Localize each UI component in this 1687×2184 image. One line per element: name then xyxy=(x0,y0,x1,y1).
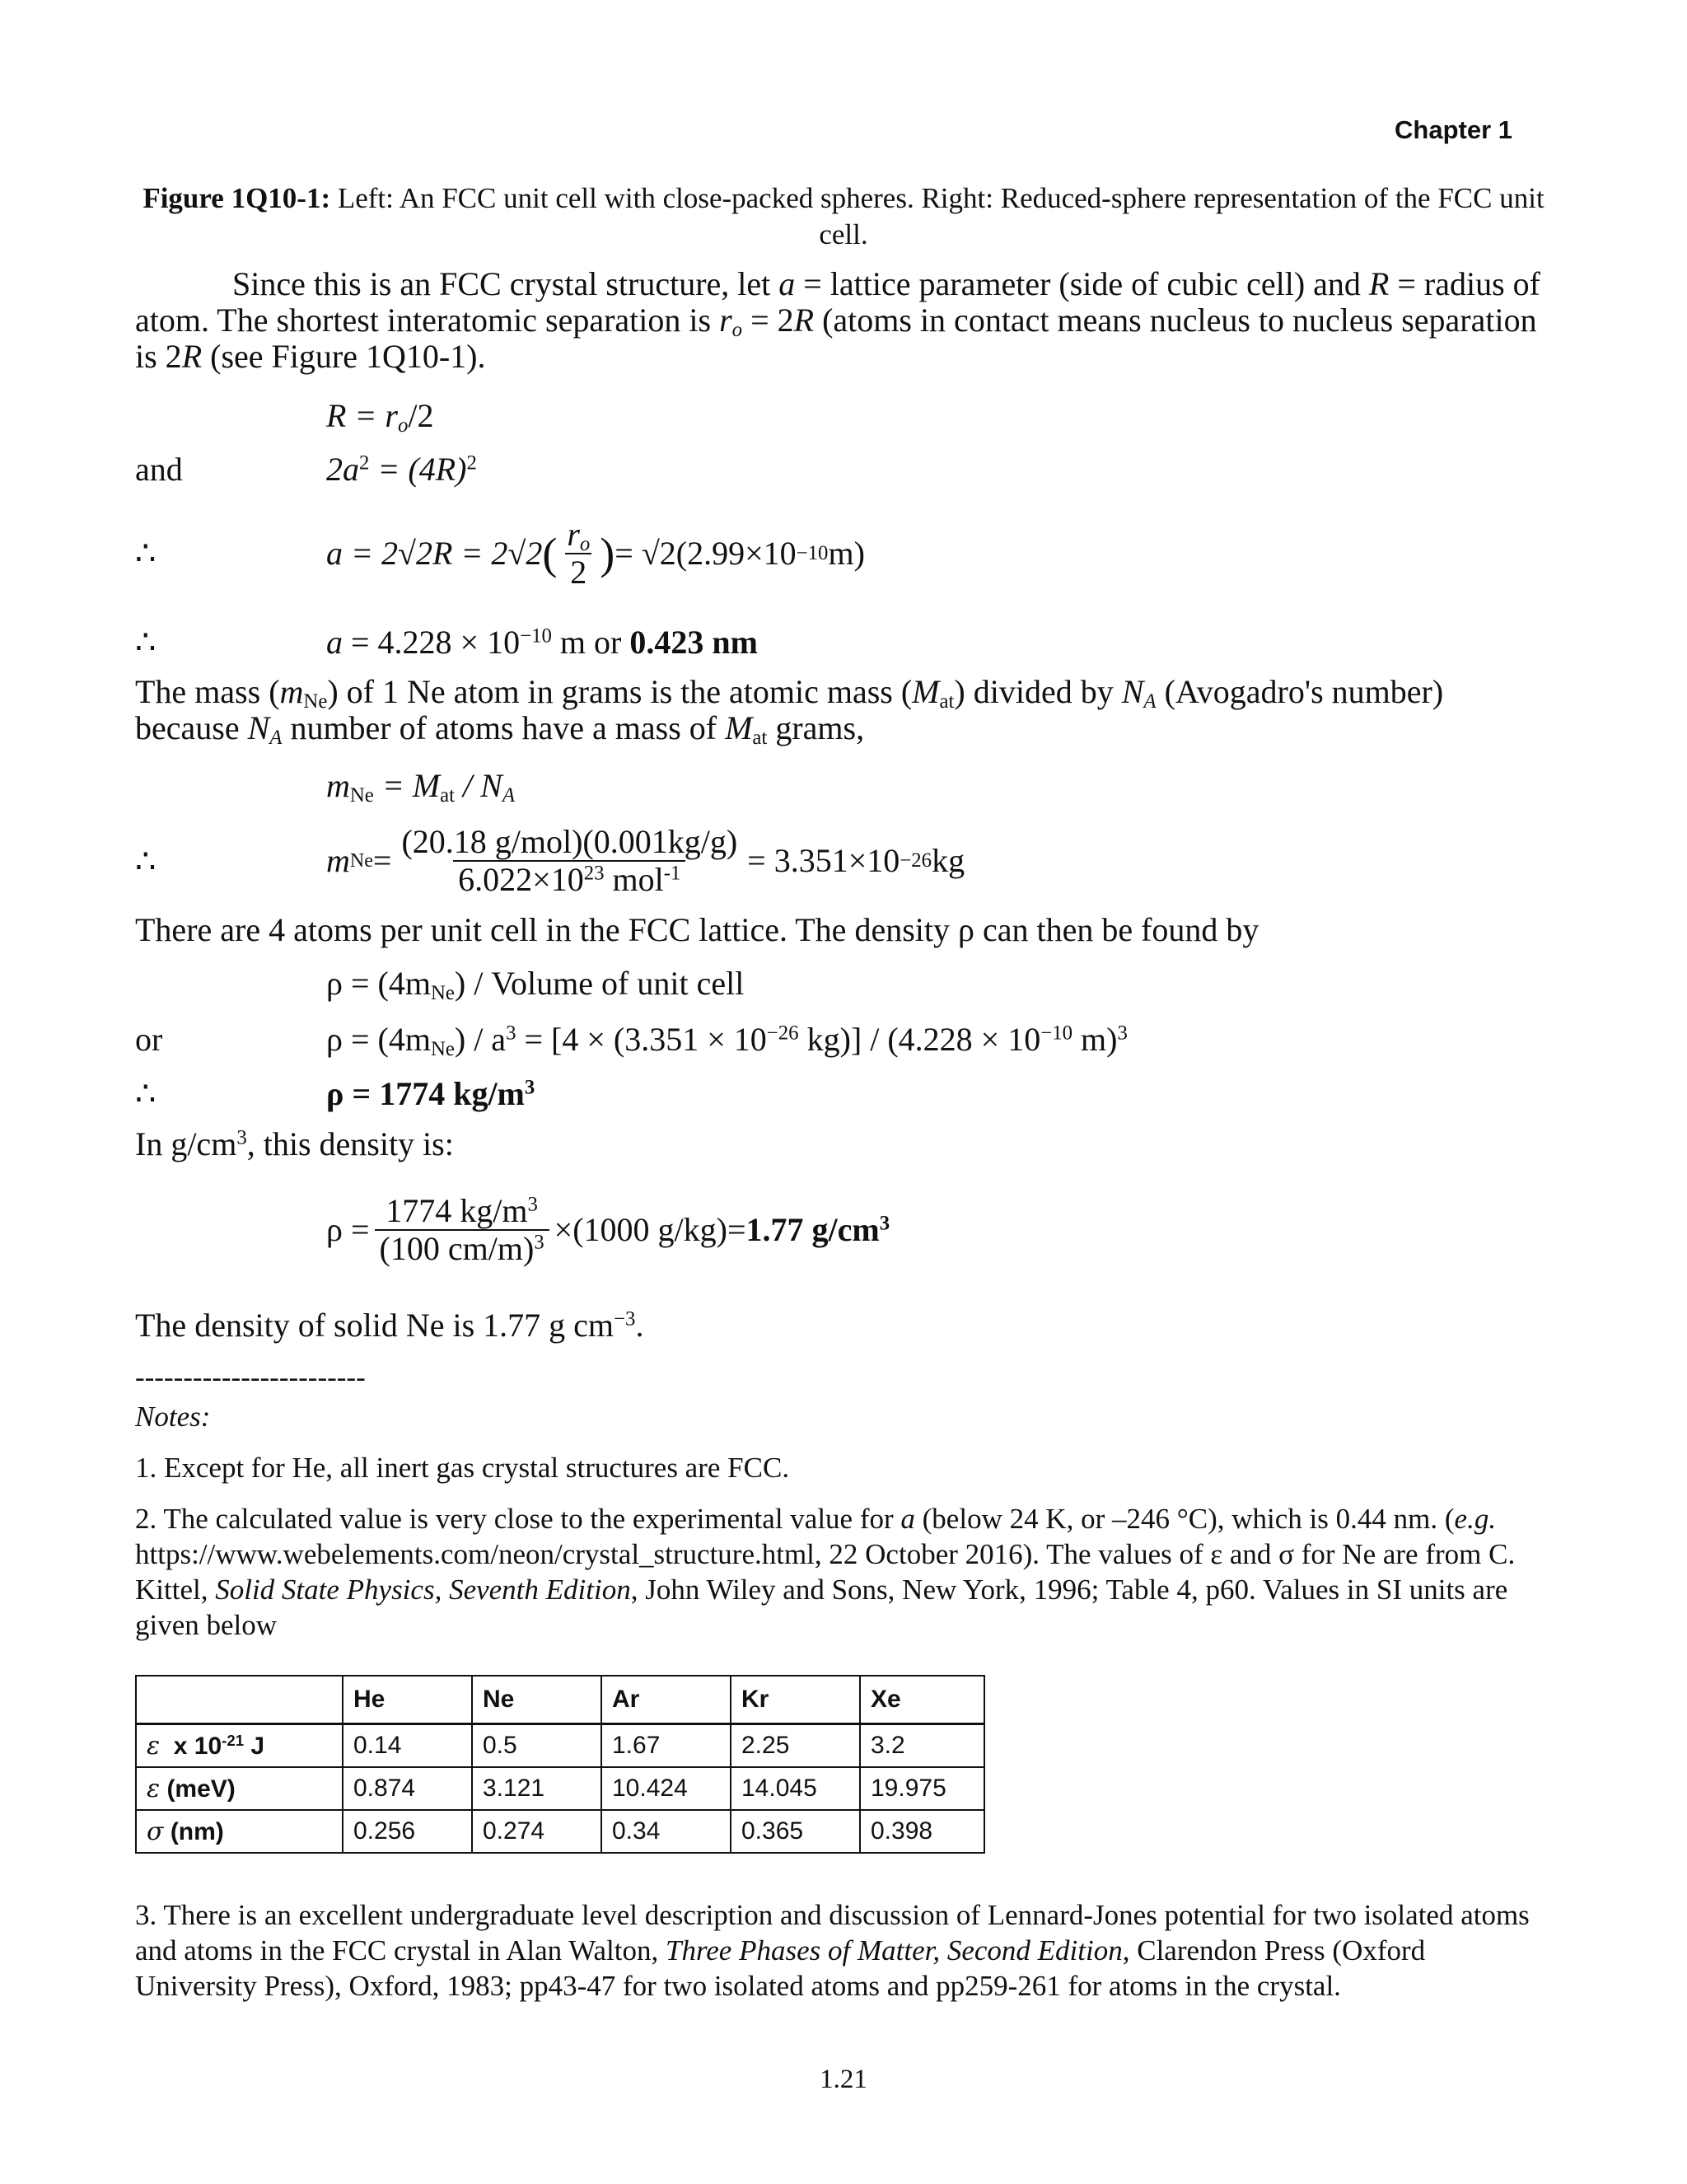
table-cell: 0.874 xyxy=(343,1767,472,1810)
table-header-cell: Ar xyxy=(601,1676,731,1724)
figure-caption-text: Left: An FCC unit cell with close-packed spheres. Right: Reduced-sphere representation of the FCC unit cell. xyxy=(330,182,1544,250)
table-header-row xyxy=(136,1676,984,1724)
note-1: 1. Except for He, all inert gas crystal structures are FCC. xyxy=(135,1452,790,1484)
equation-mass-value: m Ne = $\frac{\text{(20.18 g/mol)(0.001kg/g)}}{6.022\times 10^{23} mol^{-1}}$ = 3.351×10 −26 kg xyxy=(326,823,965,898)
table-cell: 0.34 xyxy=(601,1810,731,1853)
table-header-cell: He xyxy=(343,1676,472,1724)
equation-density-gcm: ρ = $\frac{1774 kg/m^3}{(100 cm/m)^3}$ ×(1000 g/kg) = 1.77 $g/cm^3$ xyxy=(326,1192,890,1267)
notes-title: Notes: xyxy=(135,1401,211,1433)
intro-paragraph: Since this is an FCC crystal structure, let a = lattice parameter (side of cubic cell) and R = radius of atom. The shortest interatomic separation is $r_o = 2R$ (atoms in contact means nucleus to nucleus separation is 2R (see Figure 1Q10-1). xyxy=(135,265,1540,375)
table-cell: 0.274 xyxy=(472,1810,601,1853)
table-row xyxy=(136,1767,984,1810)
label-or: or xyxy=(135,1021,163,1058)
table-header-cell: Ne xyxy=(472,1676,601,1724)
table-row xyxy=(136,1810,984,1853)
lattice-result-value: 0.423 nm xyxy=(629,624,758,661)
table-cell: 0.14 xyxy=(343,1724,472,1768)
therefore-symbol: ∴ xyxy=(135,1075,157,1112)
fraction-mass: $\frac{\text{(20.18 g/mol)(0.001kg/g)}}{6.022\times 10^{23} mol^{-1}}$ xyxy=(401,823,738,898)
fraction-ro-over-2: $\frac{r_o}{2}$ xyxy=(562,517,595,591)
table-row-label: σ (nm) xyxy=(136,1810,343,1853)
therefore-symbol: ∴ xyxy=(135,535,157,572)
table-cell: 0.5 xyxy=(472,1724,601,1768)
chapter-heading: Chapter 1 xyxy=(1395,115,1512,144)
page-number: 1.21 xyxy=(820,2065,867,2094)
note-3: 3. There is an excellent undergraduate level description and discussion of Lennard-Jones potential for two isolated atoms and atoms in the FCC crystal in Alan Walton, Three Phases of Matter, Second Edition, Clarendon Press (Oxford University Press), Oxford, 1983; pp43-47 for two isolated atoms and pp259-261 for atoms in the crystal. xyxy=(135,1899,1530,2002)
figure-caption xyxy=(132,180,1555,253)
label-and: and xyxy=(135,451,183,488)
table-header-cell xyxy=(136,1676,343,1724)
table-header-cell: Xe xyxy=(860,1676,984,1724)
gcm-paragraph: In $g/cm^3$, this density is: xyxy=(135,1125,454,1162)
table-cell: 10.424 xyxy=(601,1767,731,1810)
table-cell: 1.67 xyxy=(601,1724,731,1768)
table-cell: 2.25 xyxy=(731,1724,860,1768)
note-2: 2. The calculated value is very close to the experimental value for a (below 24 K, or –246 °C), which is 0.44 nm. (e.g. https://www.webelements.com/neon/crystal_structure.html, 22 October 2016). The values of ε and σ for Ne are from C. Kittel, Solid State Physics, Seventh Edition, John Wiley and Sons, New York, 1996; Table 4, p60. Values in SI units are given below xyxy=(135,1503,1516,1641)
equation-density-result: ρ = 1774 $kg/m^3$ xyxy=(326,1075,535,1112)
density-gcm-result: 1.77 $g/cm^3$ xyxy=(745,1211,890,1248)
table-cell: 3.121 xyxy=(472,1767,601,1810)
equation-mass-definition: $m_{Ne} = M_{at} / N_A$ xyxy=(326,767,515,807)
final-density-sentence: The density of solid Ne is 1.77 g $cm^{-3}$. xyxy=(135,1307,644,1344)
equation-density-substitution: $\rho = (4m_{Ne}) / a^3 = [4 \times (3.351 \times 10^{-26}$ $kg)] / (4.228 \times 10^{-10}$ m)$^3$ xyxy=(326,1021,1128,1061)
notes-rule: ------------------------ xyxy=(135,1361,366,1393)
equation-lattice-square: $2a^2 = (4R)^2$ xyxy=(326,451,477,488)
mass-paragraph: The mass $(m_{Ne})$ of 1 Ne atom in grams is the atomic mass $(M_{at})$ divided by $N_A$ (Avogadro's number) because $N_A$ number of atoms have a mass of $M_{at}$ grams, xyxy=(135,673,1444,750)
table-row-label: ε (meV) xyxy=(136,1767,343,1810)
table-cell: 19.975 xyxy=(860,1767,984,1810)
table-cell: 14.045 xyxy=(731,1767,860,1810)
table-cell: 0.398 xyxy=(860,1810,984,1853)
table-header-cell: Kr xyxy=(731,1676,860,1724)
equation-radius: $R = r_o/2$ xyxy=(326,397,434,437)
therefore-symbol: ∴ xyxy=(135,624,157,661)
figure-label: Figure 1Q10-1: xyxy=(143,182,331,214)
equation-density-definition: $\rho = (4m_{Ne})$ / Volume of unit cell xyxy=(326,965,745,1005)
fraction-density: $\frac{1774 kg/m^3}{(100 cm/m)^3}$ xyxy=(375,1193,549,1267)
equation-lattice-result: $a = 4.228 \times 10^{-10}$ m or 0.423 nm xyxy=(326,624,758,661)
density-paragraph: There are 4 atoms per unit cell in the FCC lattice. The density ρ can then be found by xyxy=(135,911,1259,948)
therefore-symbol: ∴ xyxy=(135,843,157,880)
table-cell: 0.256 xyxy=(343,1810,472,1853)
table-cell: 0.365 xyxy=(731,1810,860,1853)
equation-lattice-parameter: a = 2√2R = 2√2 ( $\frac{r_o}{2}$ ) = √2(2.99×10 −10 m) xyxy=(326,516,865,591)
table-cell: 3.2 xyxy=(860,1724,984,1768)
lennard-jones-table xyxy=(135,1675,985,1854)
table-row-label: ε x $10^{-21}$ J xyxy=(136,1724,343,1768)
table-row xyxy=(136,1724,984,1768)
